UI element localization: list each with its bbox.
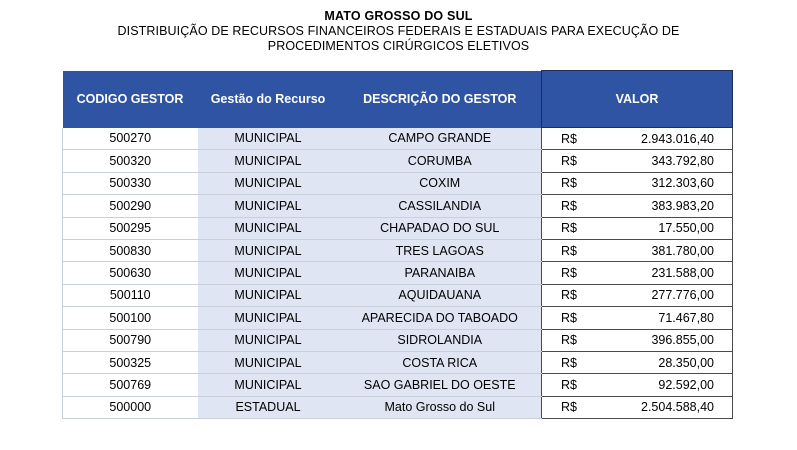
cell-descricao-do-gestor: COSTA RICA xyxy=(339,351,542,373)
cell-valor xyxy=(542,374,733,396)
cell-gestao-do-recurso: MUNICIPAL xyxy=(198,284,339,306)
currency-symbol: R$ xyxy=(561,310,577,325)
table-row xyxy=(63,284,733,306)
cell-codigo-gestor: 500000 xyxy=(63,396,198,418)
table-row xyxy=(63,329,733,351)
cell-gestao-do-recurso: MUNICIPAL xyxy=(198,307,339,329)
amount-value: 396.855,00 xyxy=(651,333,714,348)
currency-symbol: R$ xyxy=(561,221,577,236)
currency-symbol: R$ xyxy=(561,154,577,169)
amount-value: 71.467,80 xyxy=(658,310,714,325)
table-row xyxy=(63,307,733,329)
cell-codigo-gestor: 500100 xyxy=(63,307,198,329)
amount-value: 312.303,60 xyxy=(651,176,714,191)
document-title: MATO GROSSO DO SUL xyxy=(324,9,473,23)
currency-symbol: R$ xyxy=(561,333,577,348)
cell-gestao-do-recurso: MUNICIPAL xyxy=(198,128,339,150)
cell-codigo-gestor: 500630 xyxy=(63,262,198,284)
header-descricao-do-gestor: DESCRIÇÃO DO GESTOR xyxy=(339,71,542,128)
cell-descricao-do-gestor: CAMPO GRANDE xyxy=(339,128,542,150)
cell-codigo-gestor: 500295 xyxy=(63,217,198,239)
resource-distribution-table xyxy=(62,70,733,419)
cell-descricao-do-gestor: PARANAIBA xyxy=(339,262,542,284)
cell-gestao-do-recurso: ESTADUAL xyxy=(198,396,339,418)
currency-symbol: R$ xyxy=(561,355,577,370)
currency-symbol: R$ xyxy=(561,400,577,415)
cell-valor xyxy=(542,217,733,239)
cell-valor xyxy=(542,128,733,150)
cell-codigo-gestor: 500320 xyxy=(63,150,198,172)
cell-codigo-gestor: 500769 xyxy=(63,374,198,396)
cell-codigo-gestor: 500270 xyxy=(63,128,198,150)
cell-codigo-gestor: 500330 xyxy=(63,172,198,194)
table-body xyxy=(63,128,733,419)
cell-descricao-do-gestor: CHAPADAO DO SUL xyxy=(339,217,542,239)
amount-value: 381.780,00 xyxy=(651,243,714,258)
document-subtitle-line-1: DISTRIBUIÇÃO DE RECURSOS FINANCEIROS FEDERAIS E ESTADUAIS PARA EXECUÇÃO DE xyxy=(117,24,680,38)
document-subtitle-line-2: PROCEDIMENTOS CIRÚRGICOS ELETIVOS xyxy=(267,39,530,53)
cell-valor xyxy=(542,239,733,261)
cell-codigo-gestor: 500110 xyxy=(63,284,198,306)
amount-value: 343.792,80 xyxy=(651,154,714,169)
currency-symbol: R$ xyxy=(561,176,577,191)
table-row xyxy=(63,172,733,194)
currency-symbol: R$ xyxy=(561,377,577,392)
cell-valor xyxy=(542,262,733,284)
amount-value: 28.350,00 xyxy=(658,355,714,370)
cell-gestao-do-recurso: MUNICIPAL xyxy=(198,374,339,396)
cell-gestao-do-recurso: MUNICIPAL xyxy=(198,150,339,172)
table-row xyxy=(63,262,733,284)
cell-valor xyxy=(542,396,733,418)
currency-symbol: R$ xyxy=(561,243,577,258)
cell-codigo-gestor: 500830 xyxy=(63,239,198,261)
header-codigo-gestor: CODIGO GESTOR xyxy=(63,71,198,128)
cell-descricao-do-gestor: TRES LAGOAS xyxy=(339,239,542,261)
cell-gestao-do-recurso: MUNICIPAL xyxy=(198,351,339,373)
cell-descricao-do-gestor: APARECIDA DO TABOADO xyxy=(339,307,542,329)
currency-symbol: R$ xyxy=(561,198,577,213)
cell-valor xyxy=(542,329,733,351)
cell-codigo-gestor: 500290 xyxy=(63,195,198,217)
header-gestao-do-recurso: Gestão do Recurso xyxy=(198,71,339,128)
document-heading xyxy=(0,9,797,54)
cell-descricao-do-gestor: CASSILANDIA xyxy=(339,195,542,217)
table-row xyxy=(63,351,733,373)
table-row xyxy=(63,150,733,172)
currency-symbol: R$ xyxy=(561,288,577,303)
cell-gestao-do-recurso: MUNICIPAL xyxy=(198,217,339,239)
cell-gestao-do-recurso: MUNICIPAL xyxy=(198,239,339,261)
cell-valor xyxy=(542,150,733,172)
amount-value: 17.550,00 xyxy=(658,221,714,236)
cell-descricao-do-gestor: COXIM xyxy=(339,172,542,194)
header-valor: VALOR xyxy=(542,71,733,128)
table-row xyxy=(63,374,733,396)
table-row xyxy=(63,195,733,217)
cell-valor xyxy=(542,172,733,194)
table-row xyxy=(63,396,733,418)
amount-value: 383.983,20 xyxy=(651,198,714,213)
cell-gestao-do-recurso: MUNICIPAL xyxy=(198,172,339,194)
cell-valor xyxy=(542,195,733,217)
cell-descricao-do-gestor: CORUMBA xyxy=(339,150,542,172)
amount-value: 2.943.016,40 xyxy=(641,131,714,146)
cell-gestao-do-recurso: MUNICIPAL xyxy=(198,195,339,217)
cell-valor xyxy=(542,351,733,373)
amount-value: 2.504.588,40 xyxy=(641,400,714,415)
cell-valor xyxy=(542,307,733,329)
table-header-row xyxy=(63,71,733,128)
cell-descricao-do-gestor: Mato Grosso do Sul xyxy=(339,396,542,418)
amount-value: 277.776,00 xyxy=(651,288,714,303)
table-row xyxy=(63,128,733,150)
cell-descricao-do-gestor: SIDROLANDIA xyxy=(339,329,542,351)
cell-gestao-do-recurso: MUNICIPAL xyxy=(198,329,339,351)
table-row xyxy=(63,217,733,239)
table-row xyxy=(63,239,733,261)
cell-descricao-do-gestor: AQUIDAUANA xyxy=(339,284,542,306)
currency-symbol: R$ xyxy=(561,266,577,281)
amount-value: 92.592,00 xyxy=(658,377,714,392)
cell-gestao-do-recurso: MUNICIPAL xyxy=(198,262,339,284)
cell-descricao-do-gestor: SAO GABRIEL DO OESTE xyxy=(339,374,542,396)
cell-codigo-gestor: 500790 xyxy=(63,329,198,351)
cell-codigo-gestor: 500325 xyxy=(63,351,198,373)
cell-valor xyxy=(542,284,733,306)
currency-symbol: R$ xyxy=(561,131,577,146)
amount-value: 231.588,00 xyxy=(651,266,714,281)
